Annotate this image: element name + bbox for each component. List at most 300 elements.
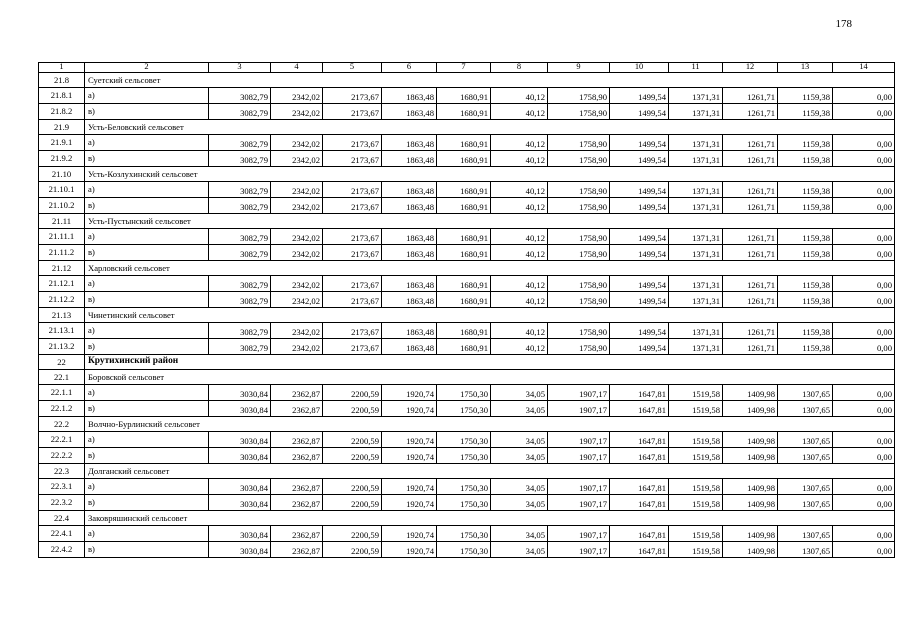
value-cell: 1863,48 — [382, 276, 437, 292]
value-cell: 2200,59 — [323, 448, 382, 464]
value-cell: 1758,90 — [548, 323, 610, 339]
value-cell: 3082,79 — [209, 104, 271, 120]
value-cell: 1680,91 — [437, 339, 491, 355]
value-cell: 1647,81 — [610, 432, 669, 448]
table-row — [39, 401, 895, 417]
table-row — [39, 276, 895, 292]
row-number: 21.9.2 — [39, 151, 85, 167]
row-number: 22.2.2 — [39, 448, 85, 464]
value-cell: 3082,79 — [209, 135, 271, 151]
value-cell: 0,00 — [833, 151, 895, 167]
value-cell: 1159,38 — [778, 276, 833, 292]
value-cell: 2173,67 — [323, 151, 382, 167]
section-row — [39, 308, 895, 323]
value-cell: 1680,91 — [437, 292, 491, 308]
value-cell: 3082,79 — [209, 292, 271, 308]
value-cell: 1499,54 — [610, 151, 669, 167]
value-cell: 1519,58 — [669, 448, 723, 464]
value-cell: 0,00 — [833, 385, 895, 401]
section-title: Суетский сельсовет — [85, 73, 895, 88]
value-cell: 1409,98 — [723, 385, 778, 401]
table-row — [39, 292, 895, 308]
row-subtype: в) — [85, 292, 209, 308]
row-subtype: в) — [85, 339, 209, 355]
value-cell: 1499,54 — [610, 245, 669, 261]
value-cell: 1920,74 — [382, 526, 437, 542]
value-cell: 2173,67 — [323, 104, 382, 120]
row-subtype: в) — [85, 401, 209, 417]
row-subtype: а) — [85, 323, 209, 339]
value-cell: 1863,48 — [382, 339, 437, 355]
row-number: 21.9.1 — [39, 135, 85, 151]
value-cell: 1159,38 — [778, 292, 833, 308]
row-subtype: а) — [85, 479, 209, 495]
value-cell: 1863,48 — [382, 292, 437, 308]
value-cell: 2200,59 — [323, 479, 382, 495]
value-cell: 1863,48 — [382, 182, 437, 198]
value-cell: 3030,84 — [209, 479, 271, 495]
value-cell: 1261,71 — [723, 182, 778, 198]
value-cell: 34,05 — [491, 385, 548, 401]
value-cell: 0,00 — [833, 526, 895, 542]
value-cell: 1758,90 — [548, 135, 610, 151]
value-cell: 1680,91 — [437, 245, 491, 261]
value-cell: 1371,31 — [669, 182, 723, 198]
value-cell: 1371,31 — [669, 323, 723, 339]
value-cell: 1907,17 — [548, 542, 610, 558]
value-cell: 1758,90 — [548, 229, 610, 245]
value-cell: 1371,31 — [669, 198, 723, 214]
value-cell: 1907,17 — [548, 448, 610, 464]
value-cell: 1920,74 — [382, 401, 437, 417]
row-subtype: в) — [85, 542, 209, 558]
value-cell: 1261,71 — [723, 198, 778, 214]
value-cell: 1409,98 — [723, 432, 778, 448]
value-cell: 1519,58 — [669, 495, 723, 511]
section-title: Крутихинский район — [85, 355, 895, 370]
value-cell: 34,05 — [491, 495, 548, 511]
section-number: 21.13 — [39, 308, 85, 323]
value-cell: 1371,31 — [669, 151, 723, 167]
value-cell: 2362,87 — [271, 448, 323, 464]
value-cell: 1371,31 — [669, 339, 723, 355]
page-number: 178 — [835, 18, 852, 30]
value-cell: 1261,71 — [723, 292, 778, 308]
column-number: 9 — [548, 63, 610, 73]
value-cell: 1647,81 — [610, 401, 669, 417]
row-number: 21.11.2 — [39, 245, 85, 261]
value-cell: 1758,90 — [548, 339, 610, 355]
value-cell: 2200,59 — [323, 385, 382, 401]
value-cell: 1647,81 — [610, 542, 669, 558]
row-subtype: в) — [85, 495, 209, 511]
value-cell: 1758,90 — [548, 198, 610, 214]
value-cell: 2173,67 — [323, 229, 382, 245]
value-cell: 1261,71 — [723, 104, 778, 120]
row-number: 22.3.2 — [39, 495, 85, 511]
value-cell: 1499,54 — [610, 88, 669, 104]
row-subtype: в) — [85, 151, 209, 167]
value-cell: 3030,84 — [209, 432, 271, 448]
value-cell: 1680,91 — [437, 323, 491, 339]
value-cell: 1307,65 — [778, 495, 833, 511]
value-cell: 0,00 — [833, 229, 895, 245]
table-row — [39, 104, 895, 120]
section-title: Чинетинский сельсовет — [85, 308, 895, 323]
value-cell: 1371,31 — [669, 135, 723, 151]
value-cell: 1261,71 — [723, 276, 778, 292]
value-cell: 1750,30 — [437, 385, 491, 401]
value-cell: 1409,98 — [723, 401, 778, 417]
value-cell: 2362,87 — [271, 495, 323, 511]
value-cell: 0,00 — [833, 542, 895, 558]
value-cell: 34,05 — [491, 479, 548, 495]
value-cell: 2173,67 — [323, 323, 382, 339]
column-number: 3 — [209, 63, 271, 73]
value-cell: 2173,67 — [323, 292, 382, 308]
value-cell: 1863,48 — [382, 135, 437, 151]
row-number: 21.11.1 — [39, 229, 85, 245]
section-row — [39, 261, 895, 276]
section-row — [39, 417, 895, 432]
value-cell: 2342,02 — [271, 276, 323, 292]
value-cell: 1758,90 — [548, 104, 610, 120]
column-number: 4 — [271, 63, 323, 73]
value-cell: 0,00 — [833, 339, 895, 355]
value-cell: 1499,54 — [610, 135, 669, 151]
row-subtype: в) — [85, 198, 209, 214]
row-subtype: а) — [85, 432, 209, 448]
value-cell: 1647,81 — [610, 448, 669, 464]
value-cell: 1758,90 — [548, 245, 610, 261]
row-subtype: в) — [85, 245, 209, 261]
value-cell: 40,12 — [491, 276, 548, 292]
table-row — [39, 526, 895, 542]
value-cell: 3082,79 — [209, 198, 271, 214]
value-cell: 40,12 — [491, 292, 548, 308]
row-subtype: а) — [85, 276, 209, 292]
table-row — [39, 182, 895, 198]
value-cell: 2200,59 — [323, 401, 382, 417]
row-number: 22.4.2 — [39, 542, 85, 558]
value-cell: 2342,02 — [271, 292, 323, 308]
value-cell: 0,00 — [833, 245, 895, 261]
value-cell: 1863,48 — [382, 198, 437, 214]
value-cell: 1519,58 — [669, 432, 723, 448]
section-number: 22 — [39, 355, 85, 370]
row-number: 21.12.2 — [39, 292, 85, 308]
value-cell: 2362,87 — [271, 526, 323, 542]
value-cell: 1750,30 — [437, 479, 491, 495]
section-title: Волчно-Бурлинский сельсовет — [85, 417, 895, 432]
section-number: 21.11 — [39, 214, 85, 229]
value-cell: 0,00 — [833, 104, 895, 120]
value-cell: 2200,59 — [323, 542, 382, 558]
row-number: 21.10.2 — [39, 198, 85, 214]
value-cell: 34,05 — [491, 401, 548, 417]
section-row — [39, 73, 895, 88]
table-row — [39, 198, 895, 214]
rates-table — [38, 62, 895, 558]
value-cell: 1647,81 — [610, 526, 669, 542]
value-cell: 1680,91 — [437, 229, 491, 245]
value-cell: 1409,98 — [723, 495, 778, 511]
value-cell: 2342,02 — [271, 88, 323, 104]
table-row — [39, 151, 895, 167]
value-cell: 3082,79 — [209, 229, 271, 245]
value-cell: 2173,67 — [323, 245, 382, 261]
value-cell: 1758,90 — [548, 276, 610, 292]
row-subtype: в) — [85, 448, 209, 464]
value-cell: 1159,38 — [778, 182, 833, 198]
value-cell: 1159,38 — [778, 135, 833, 151]
value-cell: 3082,79 — [209, 323, 271, 339]
value-cell: 1758,90 — [548, 292, 610, 308]
value-cell: 3082,79 — [209, 151, 271, 167]
value-cell: 34,05 — [491, 432, 548, 448]
row-subtype: а) — [85, 88, 209, 104]
value-cell: 2362,87 — [271, 401, 323, 417]
value-cell: 1307,65 — [778, 479, 833, 495]
value-cell: 1261,71 — [723, 323, 778, 339]
value-cell: 1409,98 — [723, 448, 778, 464]
value-cell: 2173,67 — [323, 135, 382, 151]
section-number: 22.1 — [39, 370, 85, 385]
row-number: 21.8.1 — [39, 88, 85, 104]
value-cell: 1863,48 — [382, 323, 437, 339]
column-number: 2 — [85, 63, 209, 73]
section-title: Боровской сельсовет — [85, 370, 895, 385]
value-cell: 1920,74 — [382, 479, 437, 495]
row-number: 21.13.1 — [39, 323, 85, 339]
value-cell: 3082,79 — [209, 276, 271, 292]
value-cell: 1159,38 — [778, 104, 833, 120]
table-row — [39, 323, 895, 339]
row-number: 22.1.2 — [39, 401, 85, 417]
value-cell: 2342,02 — [271, 245, 323, 261]
value-cell: 1307,65 — [778, 432, 833, 448]
value-cell: 3082,79 — [209, 339, 271, 355]
value-cell: 1750,30 — [437, 542, 491, 558]
section-row — [39, 511, 895, 526]
section-number: 21.12 — [39, 261, 85, 276]
value-cell: 1863,48 — [382, 88, 437, 104]
value-cell: 40,12 — [491, 245, 548, 261]
value-cell: 34,05 — [491, 542, 548, 558]
value-cell: 2342,02 — [271, 182, 323, 198]
value-cell: 1750,30 — [437, 432, 491, 448]
value-cell: 1499,54 — [610, 104, 669, 120]
value-cell: 1863,48 — [382, 151, 437, 167]
value-cell: 3082,79 — [209, 88, 271, 104]
section-row — [39, 464, 895, 479]
row-subtype: в) — [85, 104, 209, 120]
section-number: 21.8 — [39, 73, 85, 88]
value-cell: 1499,54 — [610, 323, 669, 339]
row-subtype: а) — [85, 135, 209, 151]
value-cell: 3082,79 — [209, 245, 271, 261]
value-cell: 0,00 — [833, 495, 895, 511]
table-row — [39, 479, 895, 495]
section-number: 22.4 — [39, 511, 85, 526]
value-cell: 2342,02 — [271, 135, 323, 151]
value-cell: 2342,02 — [271, 198, 323, 214]
column-number: 12 — [723, 63, 778, 73]
value-cell: 1159,38 — [778, 88, 833, 104]
value-cell: 1519,58 — [669, 479, 723, 495]
value-cell: 0,00 — [833, 198, 895, 214]
value-cell: 1261,71 — [723, 229, 778, 245]
value-cell: 1907,17 — [548, 401, 610, 417]
value-cell: 1371,31 — [669, 245, 723, 261]
value-cell: 0,00 — [833, 135, 895, 151]
value-cell: 1159,38 — [778, 339, 833, 355]
value-cell: 1680,91 — [437, 276, 491, 292]
value-cell: 1371,31 — [669, 276, 723, 292]
value-cell: 1907,17 — [548, 495, 610, 511]
value-cell: 2342,02 — [271, 323, 323, 339]
value-cell: 1863,48 — [382, 229, 437, 245]
value-cell: 1499,54 — [610, 182, 669, 198]
value-cell: 40,12 — [491, 339, 548, 355]
value-cell: 2342,02 — [271, 151, 323, 167]
value-cell: 1519,58 — [669, 526, 723, 542]
value-cell: 0,00 — [833, 401, 895, 417]
column-number: 8 — [491, 63, 548, 73]
table-row — [39, 229, 895, 245]
value-cell: 40,12 — [491, 323, 548, 339]
value-cell: 1261,71 — [723, 245, 778, 261]
value-cell: 1907,17 — [548, 432, 610, 448]
value-cell: 3030,84 — [209, 495, 271, 511]
value-cell: 1920,74 — [382, 432, 437, 448]
value-cell: 1519,58 — [669, 385, 723, 401]
value-cell: 1920,74 — [382, 542, 437, 558]
value-cell: 2342,02 — [271, 229, 323, 245]
column-number: 6 — [382, 63, 437, 73]
value-cell: 0,00 — [833, 292, 895, 308]
value-cell: 1920,74 — [382, 448, 437, 464]
value-cell: 1758,90 — [548, 88, 610, 104]
value-cell: 1307,65 — [778, 526, 833, 542]
value-cell: 1159,38 — [778, 323, 833, 339]
value-cell: 40,12 — [491, 135, 548, 151]
value-cell: 1750,30 — [437, 495, 491, 511]
value-cell: 1307,65 — [778, 448, 833, 464]
section-row — [39, 214, 895, 229]
section-row — [39, 370, 895, 385]
value-cell: 1863,48 — [382, 245, 437, 261]
table-row — [39, 135, 895, 151]
value-cell: 0,00 — [833, 182, 895, 198]
value-cell: 1499,54 — [610, 339, 669, 355]
section-row — [39, 120, 895, 135]
table-row — [39, 88, 895, 104]
row-number: 22.3.1 — [39, 479, 85, 495]
value-cell: 0,00 — [833, 323, 895, 339]
value-cell: 1371,31 — [669, 229, 723, 245]
value-cell: 1680,91 — [437, 182, 491, 198]
value-cell: 2362,87 — [271, 385, 323, 401]
value-cell: 1920,74 — [382, 385, 437, 401]
table-row — [39, 448, 895, 464]
value-cell: 2200,59 — [323, 495, 382, 511]
value-cell: 1159,38 — [778, 151, 833, 167]
column-number: 7 — [437, 63, 491, 73]
value-cell: 2362,87 — [271, 479, 323, 495]
value-cell: 34,05 — [491, 448, 548, 464]
value-cell: 3030,84 — [209, 448, 271, 464]
value-cell: 1680,91 — [437, 198, 491, 214]
section-row — [39, 167, 895, 182]
value-cell: 1499,54 — [610, 198, 669, 214]
value-cell: 1307,65 — [778, 542, 833, 558]
row-subtype: а) — [85, 182, 209, 198]
value-cell: 40,12 — [491, 151, 548, 167]
value-cell: 40,12 — [491, 104, 548, 120]
row-number: 21.10.1 — [39, 182, 85, 198]
value-cell: 1261,71 — [723, 151, 778, 167]
value-cell: 1647,81 — [610, 479, 669, 495]
value-cell: 1307,65 — [778, 401, 833, 417]
row-number: 21.8.2 — [39, 104, 85, 120]
value-cell: 40,12 — [491, 198, 548, 214]
value-cell: 3030,84 — [209, 526, 271, 542]
section-title: Усть-Козлухинский сельсовет — [85, 167, 895, 182]
value-cell: 2362,87 — [271, 432, 323, 448]
value-cell: 1499,54 — [610, 292, 669, 308]
section-number: 22.2 — [39, 417, 85, 432]
value-cell: 1907,17 — [548, 479, 610, 495]
value-cell: 0,00 — [833, 432, 895, 448]
section-title: Усть-Пустынский сельсовет — [85, 214, 895, 229]
value-cell: 3030,84 — [209, 385, 271, 401]
value-cell: 0,00 — [833, 276, 895, 292]
row-number: 21.12.1 — [39, 276, 85, 292]
value-cell: 2173,67 — [323, 198, 382, 214]
column-number: 10 — [610, 63, 669, 73]
column-number: 5 — [323, 63, 382, 73]
column-number: 11 — [669, 63, 723, 73]
row-subtype: а) — [85, 526, 209, 542]
value-cell: 1159,38 — [778, 229, 833, 245]
value-cell: 1907,17 — [548, 385, 610, 401]
section-number: 21.10 — [39, 167, 85, 182]
value-cell: 1920,74 — [382, 495, 437, 511]
value-cell: 1499,54 — [610, 276, 669, 292]
value-cell: 1499,54 — [610, 229, 669, 245]
value-cell: 1409,98 — [723, 542, 778, 558]
value-cell: 1159,38 — [778, 245, 833, 261]
table-row — [39, 432, 895, 448]
row-number: 22.4.1 — [39, 526, 85, 542]
value-cell: 1758,90 — [548, 151, 610, 167]
value-cell: 2200,59 — [323, 432, 382, 448]
value-cell: 1261,71 — [723, 339, 778, 355]
value-cell: 2200,59 — [323, 526, 382, 542]
value-cell: 2173,67 — [323, 182, 382, 198]
value-cell: 1758,90 — [548, 182, 610, 198]
value-cell: 3030,84 — [209, 401, 271, 417]
value-cell: 1680,91 — [437, 88, 491, 104]
value-cell: 1680,91 — [437, 104, 491, 120]
value-cell: 1750,30 — [437, 401, 491, 417]
section-title: Заковряшинский сельсовет — [85, 511, 895, 526]
value-cell: 1307,65 — [778, 385, 833, 401]
value-cell: 2173,67 — [323, 339, 382, 355]
table-row — [39, 339, 895, 355]
value-cell: 2173,67 — [323, 88, 382, 104]
